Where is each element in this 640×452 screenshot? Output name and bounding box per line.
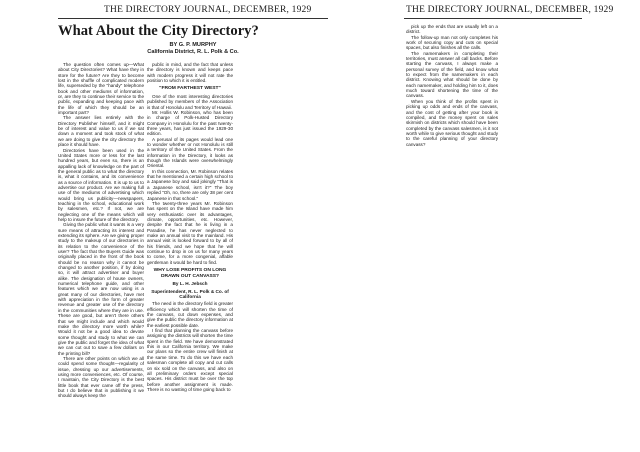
column-1-paragraph: There are other points on which we all could spend some thought—regularity of issue, dressing up our advertisements, using more conveniences, etc. Of course, I maintain, the City Directory is the best little book that ever came off the press, but I do believe that in publishing it we should always keep the (58, 355, 144, 399)
farthest-west-paragraph: In this connection, Mr. Robinson relates that he mentioned a certain high school to a Japanese boy and said jokingly "That is a Japanese school, isn't it?" The boy replied "Oh, no, there are only 38 per cent Japanese in that school." (147, 168, 233, 201)
section-heading-long-canvass: WHY LOSE PROFITS ON LONG DRAWN OUT CANVASS? (153, 267, 227, 279)
column-2-intro-paragraph: public in mind, and the fact that unless the directory is known and keeps pace with modern progress it will not rate the position to which it is entitled. (147, 62, 233, 84)
column-1-paragraph: Giving the public what it wants is a very sure means of attracting its interest and extending its sphere. Are we giving proper study to the makeup of our directories in its relation to the convenience of the user? The fact that the Buyers Guide was originally placed in the front of the book should be no reason why it cannot be changed to another position, if by doing so, it will attract advertiser and buyer alike. The designation of house owners, numerical telephone guide, and other features which we are now using is a great many of our directories, have met with appreciation in the form of greater revenue and greater use of the directory in the communities where they are in use. These are good, but aren't there others that we might include and which would make the directory more worth while? Would it not be a good idea to devote some thought and study to what we can give the public and forget the idea of what we can cut out to save a few dollars on the printing bill? (58, 222, 144, 356)
farthest-west-paragraph: Mr. Hollis W. Robinson, who has been in charge of Polk-Husted Directory Company in Honolulu for the past twenty-three years, has just issued the 1929-30 edition. (147, 110, 233, 137)
article-byline (58, 42, 328, 55)
column-1-paragraph: The question often comes up—What about City Directories? What have they in store for the future? Are they to become lost in the shuffle of complicated modern life, superseded by the "handy" telephone book and other mediums of information, or, are they to continue their service to the public, expanding and keeping pace with the life of which they should be an important part? (58, 62, 144, 116)
column-1-paragraph: The answer lies entirely with the Directory Publisher himself, and it might be of interest and value to us if we sat down a moment and took stock of what we are doing to give the city directory the place it should have. (58, 115, 144, 148)
section-heading-farthest-west: "FROM FARTHEST WEST" (159, 86, 221, 92)
header-rule-left (58, 18, 328, 19)
column-3-paragraph: The namemakers in completing their territories, must answer all call backs. Before starting the canvass, I always make a personal survey of the field, and know what to expect from the namemakers in each district. Knowing what should be done by each namemaker, and holding him to it, does much toward shortening the time of the canvass. (406, 50, 498, 99)
author-affiliation: California District, R. L. Polk & Co. (147, 48, 239, 55)
author-name: BY G. P. MURPHY (169, 42, 217, 48)
running-head-left: THE DIRECTORY JOURNAL, DECEMBER, 1929 (104, 5, 312, 15)
column-3-paragraph: When you think of the profits spent in picking up odds and ends of the canvass, and the cost of getting after your book is compiled, and the money spent on sales skirmish on districts which should have been completed by the canvass salesmen, is it not worth while to give serious thought and study to the careful planning of your directory canvass? (406, 98, 498, 147)
column-1 (58, 62, 144, 444)
section-author: By L. H. Jebsch (172, 281, 208, 287)
header-rule-right (404, 18, 582, 19)
column-3-paragraph: The follow-up man not only completes his work of securing copy and cuts on special spaces, but also finishes all the calls. (406, 34, 498, 51)
long-canvass-paragraph: I find that planning the canvass before assigning the districts will shorten the time spent in the field. We have demonstrated this in our California territory. We make our plans so the entire crew will finish at the same time. To do this we have each salesman complete all copy and cut calls on six sold on the canvass, and also on all preliminary orders except special spaces. His district must be over the top before another assignment is made. There is no wasting of time going back to (147, 328, 233, 392)
farthest-west-paragraph: A perusal of its pages would lead one to wonder whether or not Honolulu is still a territory of the United States. From the information in the Directory, it looks as though the Islands were overwhelmingly Oriental. (147, 136, 233, 169)
column-3-paragraph: pick up the ends that are usually left on a district. (406, 24, 498, 35)
column-1-paragraph: Directories have been used in the United States more or less for the last hundred years, but even so, there is an appalling lack of knowledge on the part of the general public as to what the directory is, what it contains, and its convenience as a source of information. It is up to us to advertise our product. Are we making full use of the mediums of advertising which would bring us publicity—newspapers, teaching in the school, educational work by salesmen, etc.? If not, we are neglecting one of the means which will help to insure the future of the directory. (58, 147, 144, 222)
long-canvass-paragraph: The need in the directory field is greater efficiency which will shorten the time of the canvass, cut down expenses, and give the public the directory information at the earliest possible date. (147, 301, 233, 328)
farthest-west-paragraph: The twenty-three years Mr. Robinson has spent on the Island have made him very enthusiastic over its advantages, climate, opportunities, etc. However, despite the fact that he is living in a Paradise, he has never neglected to make an annual visit to the mainland. His annual visit is looked forward to by all of his friends, and we hope that he will continue to drop in on us for many years to come, for a more congenial, affable gentleman it would be hard to find. (147, 200, 233, 265)
column-2 (147, 62, 233, 444)
running-head-right: THE DIRECTORY JOURNAL, DECEMBER, 1929 (406, 5, 614, 15)
farthest-west-paragraph: One of the most interesting directories published by members of the Association is that of Honolulu and Territory of Hawaii. (147, 93, 233, 110)
section-author-affiliation: Superintendent, R. L. Polk & Co. of California (151, 288, 229, 299)
article-title: What About the City Directory? (58, 23, 259, 39)
column-3 (406, 24, 498, 174)
